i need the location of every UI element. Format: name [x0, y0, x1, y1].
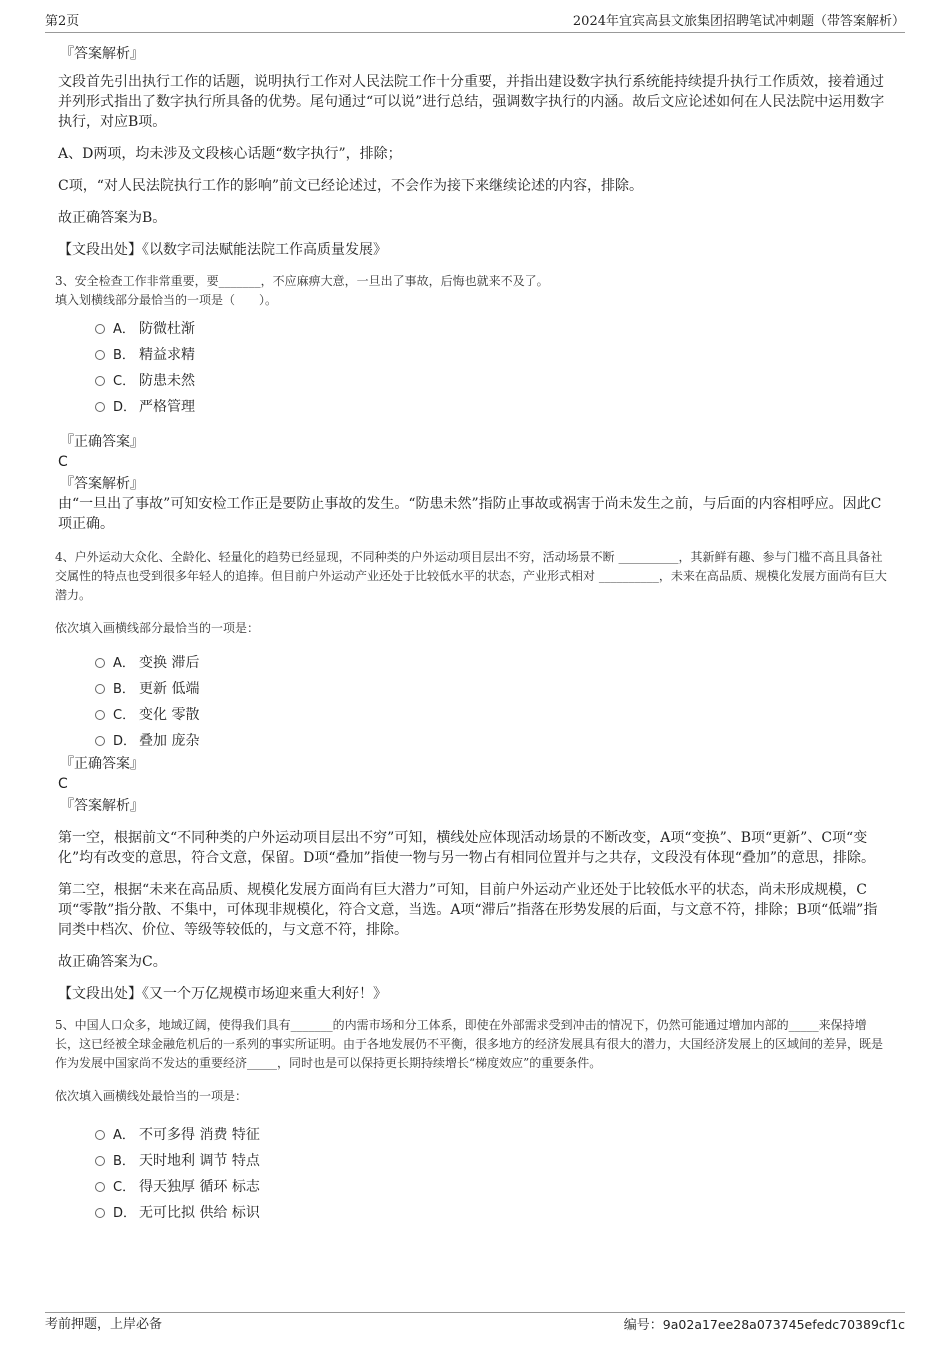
analysis-conclusion: 故正确答案为C。	[58, 954, 167, 970]
radio-icon[interactable]	[95, 350, 105, 360]
correct-answer: C	[58, 776, 68, 792]
analysis-paragraph: 由“一旦出了事故”可知安检工作正是要防止事故的发生。“防患未然”指防止事故或祸害于尚未发生之前，与后面的内容相呼应。因此C项正确。	[58, 496, 882, 532]
code-label: 编号：	[623, 1318, 663, 1333]
radio-icon[interactable]	[95, 1208, 105, 1218]
option-c[interactable]: C． 得天独厚 循环 标志	[95, 1174, 890, 1200]
option-list	[95, 316, 890, 420]
footer-slogan: 考前押题，上岸必备	[45, 1317, 163, 1332]
question-prompt: 依次填入画横线处最恰当的一项是：	[55, 1089, 248, 1103]
correct-answer-label: 『正确答案』	[60, 434, 144, 450]
option-a[interactable]: A． 不可多得 消费 特征	[95, 1122, 890, 1148]
page-header	[45, 12, 905, 33]
radio-icon[interactable]	[95, 376, 105, 386]
correct-answer-label: 『正确答案』	[60, 756, 144, 772]
option-d[interactable]: D． 严格管理	[95, 394, 890, 420]
radio-icon[interactable]	[95, 324, 105, 334]
analysis-paragraph: A、D两项，均未涉及文段核心话题“数字执行”，排除；	[58, 146, 402, 162]
option-list	[95, 1122, 890, 1226]
analysis-paragraph: 第一空，根据前文“不同种类的户外运动项目层出不穷”可知，横线处应体现活动场景的不断改变，A项“变换”、B项“更新”、C项“变化”均有改变的意思，符合文意，保留。D项“叠加”指使一物与另一物占有相同位置并与之共存，文段没有体现“叠加”的意思，排除。	[58, 830, 876, 866]
analysis-label: 『答案解析』	[60, 798, 144, 814]
previous-answer-analysis	[55, 44, 890, 260]
analysis-paragraph: C项，“对人民法院执行工作的影响”前文已经论述过，不会作为接下来继续论述的内容，排除。	[58, 178, 644, 194]
code-value: 9a02a17ee28a073745efedc70389cf1c	[662, 1317, 905, 1332]
radio-icon[interactable]	[95, 684, 105, 694]
radio-icon[interactable]	[95, 736, 105, 746]
analysis-conclusion: 故正确答案为B。	[58, 210, 167, 226]
radio-icon[interactable]	[95, 658, 105, 668]
analysis-label: 『答案解析』	[60, 46, 144, 62]
page-number: 第2页	[45, 14, 80, 29]
option-a[interactable]: A． 变换 滞后	[95, 650, 890, 676]
option-d[interactable]: D． 无可比拟 供给 标识	[95, 1200, 890, 1226]
radio-icon[interactable]	[95, 1130, 105, 1140]
document-code	[624, 1315, 905, 1336]
page-footer	[45, 1312, 905, 1335]
radio-icon[interactable]	[95, 402, 105, 412]
question-4	[55, 548, 890, 1004]
radio-icon[interactable]	[95, 1182, 105, 1192]
source-citation: 【文段出处】《以数字司法赋能法院工作高质量发展》	[58, 242, 387, 258]
question-stem: 4、户外运动大众化、全龄化、轻量化的趋势已经显现，不同种类的户外运动项目层出不穷，活动场景不断 __________，其新鲜有趣、参与门槛不高且具备社交属性的特点也受到很多年轻人的追捧。但目前户外运动产业还处于比较低水平的状态，产业形式相对 __________，未来在高品质、规模化发展方面尚有巨大潜力。	[55, 550, 887, 602]
source-citation: 【文段出处】《又一个万亿规模市场迎来重大利好！》	[58, 986, 387, 1002]
radio-icon[interactable]	[95, 1156, 105, 1166]
analysis-label: 『答案解析』	[60, 476, 144, 492]
analysis-paragraph: 文段首先引出执行工作的话题，说明执行工作对人民法院工作十分重要，并指出建设数字执行系统能持续提升执行工作质效，接着通过并列形式指出了数字执行所具备的优势。尾句通过“可以说”进行总结，强调数字执行的内涵。故后文应论述如何在人民法院中运用数字执行，对应B项。	[58, 74, 885, 130]
option-c[interactable]: C． 变化 零散	[95, 702, 890, 728]
correct-answer: C	[58, 454, 68, 470]
radio-icon[interactable]	[95, 710, 105, 720]
option-d[interactable]: D． 叠加 庞杂	[95, 728, 890, 754]
option-c[interactable]: C． 防患未然	[95, 368, 890, 394]
document-body	[55, 44, 890, 1226]
question-3	[55, 272, 890, 534]
option-b[interactable]: B． 更新 低端	[95, 676, 890, 702]
document-title: 2024年宜宾高县文旅集团招聘笔试冲刺题（带答案解析）	[572, 14, 905, 29]
question-stem: 3、安全检查工作非常重要，要_______，不应麻痹大意，一旦出了事故，后悔也就来不及了。	[55, 274, 549, 288]
option-list	[95, 650, 890, 754]
question-5	[55, 1016, 890, 1226]
analysis-paragraph: 第二空，根据“未来在高品质、规模化发展方面尚有巨大潜力”可知，目前户外运动产业还处于比较低水平的状态，尚未形成规模，C项“零散”指分散、不集中，可体现非规模化，符合文意，当选。A项“滞后”指落在形势发展的后面，与文意不符，排除；B项“低端”指同类中档次、价位、等级等较低的，与文意不符，排除。	[58, 882, 878, 938]
question-prompt: 依次填入画横线部分最恰当的一项是：	[55, 621, 260, 635]
option-b[interactable]: B． 天时地利 调节 特点	[95, 1148, 890, 1174]
question-stem: 5、中国人口众多，地域辽阔，使得我们具有_______的内需市场和分工体系，即使在外部需求受到冲击的情况下，仍然可能通过增加内部的_____来保持增长，这已经被全球金融危机后的一系列的事实所证明。由于各地发展仍不平衡，很多地方的经济发展具有很大的潜力，大国经济发展上的区域间的差异，既是作为发展中国家尚不发达的重要经济_____，同时也是可以保持更长期持续增长“梯度效应”的重要条件。	[55, 1018, 884, 1070]
option-b[interactable]: B． 精益求精	[95, 342, 890, 368]
option-a[interactable]: A． 防微杜渐	[95, 316, 890, 342]
question-prompt: 填入划横线部分最恰当的一项是（ ）。	[55, 293, 278, 307]
